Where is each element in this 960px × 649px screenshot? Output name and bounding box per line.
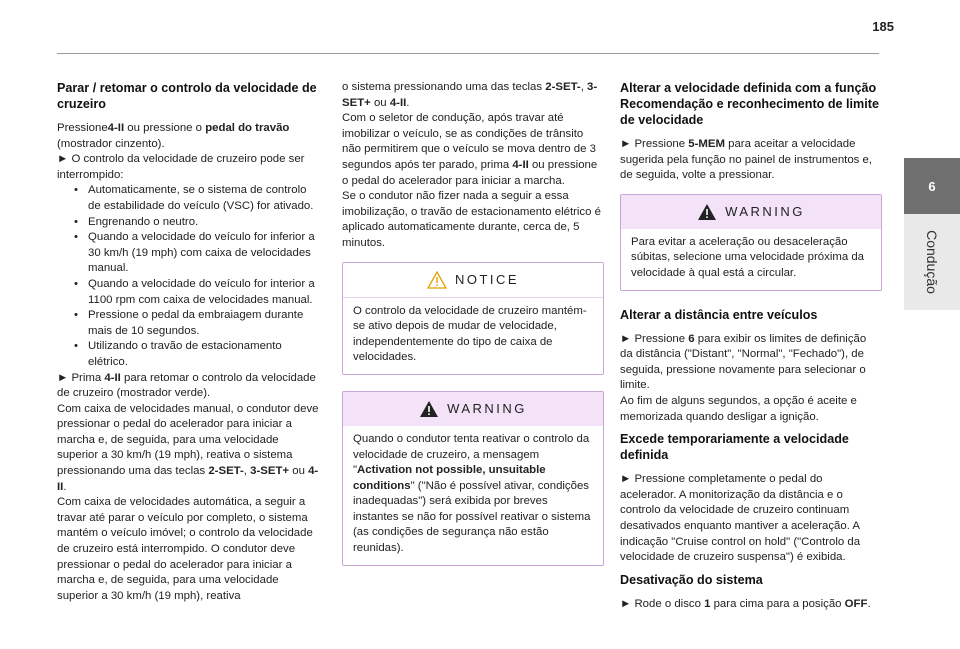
notice-triangle-icon — [427, 271, 447, 289]
bold-term: OFF — [844, 597, 868, 610]
warning-triangle-icon — [697, 203, 717, 221]
page-number: 185 — [872, 19, 894, 34]
column-left — [57, 80, 319, 604]
notice-text: O controlo da velocidade de cruzeiro mantém-se ativo depois de mudar de velocidade, independentemente do tipo de caixa de velocidades. — [353, 304, 587, 364]
warning-triangle-icon — [419, 400, 439, 418]
bold-term: 3-SET+ — [250, 465, 290, 478]
warning-header — [343, 392, 603, 426]
bold-term: 4-II — [512, 158, 529, 171]
paragraph: ► Prima 4-II para retomar o controlo da velocidade de cruzeiro (mostrador verde). — [57, 371, 316, 400]
bold-term: 2-SET- — [208, 465, 244, 478]
paragraph: ► Rode o disco 1 para cima para a posição OFF. — [620, 597, 871, 610]
notice-box — [342, 262, 604, 375]
paragraph: ► Pressione 5-MEM para aceitar a velocidade sugerida pela função no painel de instrumentos e, de seguida, volte a pressionar. — [620, 138, 873, 182]
bold-term: 1 — [704, 597, 711, 610]
list-item: • Quando a velocidade do veículo for inferior a 30 km/h (19 mph) com caixa de velocidades manual. — [74, 230, 319, 277]
paragraph: Com caixa de velocidades manual, o condutor deve pressionar o pedal do acelerador para iniciar a marcha e, de seguida, para uma velocidade superior a 30 km/h (19 mph), reativa o sistema pressionando uma das teclas 2-SET-, 3-SET+ ou 4-II. — [57, 402, 319, 493]
chapter-tab[interactable]: 6 — [904, 158, 960, 214]
chapter-label-panel — [904, 214, 960, 310]
bold-term: Activation not possible, unsuitable conditions — [353, 464, 546, 492]
header-divider — [57, 53, 879, 54]
section-heading-change-speed: Alterar a velocidade definida com a função Recomendação e reconhecimento de limite de velocidade — [620, 81, 879, 127]
bold-term: 6 — [688, 332, 695, 345]
warning-text: Quando o condutor tenta reativar o controlo da velocidade de cruzeiro, a mensagem "Activation not possible, unsuitable conditions" ("Não é possível ativar, condições inadequadas") será exibida por breves instantes se não for possível reativar o sistema (as condições de segurança não estão reunidas). — [353, 432, 591, 555]
paragraph: Se o condutor não fizer nada a seguir a essa imobilização, o travão de estacionamento elétrico é aplicado automaticamente durante, cerca de, 5 minutos. — [342, 190, 601, 249]
warning-header — [621, 195, 881, 229]
warning-title: WARNING — [447, 401, 527, 417]
section-heading-deactivate: Desativação do sistema — [620, 572, 763, 587]
paragraph: Com caixa de velocidades automática, a seguir a travar até parar o veículo por completo, o sistema mantém o veículo imóvel; o controlo da velocidade de cruzeiro está interrompido. O condutor deve pressionar o pedal do acelerador para iniciar a marcha e, de seguida, para uma velocidade superior a 30 km/h (19 mph), reativa — [57, 496, 313, 602]
bold-term: 4-II — [107, 122, 125, 134]
notice-title: NOTICE — [454, 271, 520, 287]
paragraph: ► Pressione 6 para exibir os limites de definição da distância ("Distant", "Normal", "Fechado"), de seguida, pressione novamente para selecionar o limite. — [620, 332, 867, 392]
notice-header — [343, 263, 603, 298]
bold-term: 4-II — [104, 371, 121, 384]
column-middle — [342, 80, 604, 566]
list-item: • Quando a velocidade do veículo for interior a 1100 rpm com caixa de velocidades manual. — [74, 277, 319, 308]
section-heading-stop-resume: Parar / retomar o controlo da velocidade de cruzeiro — [57, 81, 317, 111]
warning-title: WARNING — [725, 203, 805, 219]
section-heading-exceed: Excede temporariamente a velocidade definida — [620, 432, 849, 463]
column-right — [620, 80, 882, 612]
warning-text: Para evitar a aceleração ou desaceleração súbitas, selecione uma velocidade próxima da velocidade à qual está a circular. — [631, 235, 865, 279]
bold-term: 4-II — [57, 465, 319, 493]
list-item: • Engrenando o neutro. — [74, 215, 319, 231]
bold-term: 2-SET- — [545, 81, 581, 93]
paragraph: Com o seletor de condução, após travar até imobilizar o veículo, se as condições de trânsito não permitirem que o veículo se mova dentro de 3 segundos após ter parado, prima 4-II ou pressione o pedal do acelerador para iniciar a marcha. — [342, 112, 598, 187]
list-item: • Pressione o pedal da embraiagem durante mais de 10 segundos. — [74, 308, 319, 339]
section-heading-distance: Alterar a distância entre veículos — [620, 307, 818, 322]
paragraph: Pressione4-II ou pressione o pedal do travão (mostrador cinzento). — [57, 122, 290, 150]
bold-term: 5-MEM — [688, 138, 725, 150]
bold-term: 3-SET+ — [342, 81, 598, 109]
paragraph: Ao fim de alguns segundos, a opção é aceite e memorizada quando desligar a ignição. — [620, 394, 857, 423]
bold-term: pedal do travão — [205, 122, 290, 134]
paragraph: ► O controlo da velocidade de cruzeiro pode ser interrompido: — [57, 153, 305, 181]
bold-term: 4-II — [389, 96, 407, 109]
paragraph: o sistema pressionando uma das teclas 2-SET-, 3-SET+ ou 4-II. — [342, 81, 598, 109]
warning-box — [342, 391, 604, 566]
list-item: • Utilizando o travão de estacionamento elétrico. — [74, 339, 319, 370]
warning-box-speed — [620, 194, 882, 291]
paragraph: ► Pressione completamente o pedal do acelerador. A monitorização da distância e o controlo da velocidade de cruzeiro continuam desativados enquanto mantiver a aceleração. A indicação "Cruise control on hold" ("Controlo da velocidade de cruzeiro suspensa") é exibida. — [620, 473, 861, 564]
list-item: • Automaticamente, se o sistema de controlo de estabilidade do veículo (VSC) for ativado. — [74, 183, 319, 214]
interruption-list — [57, 183, 319, 370]
chapter-label: Condução — [924, 230, 941, 294]
